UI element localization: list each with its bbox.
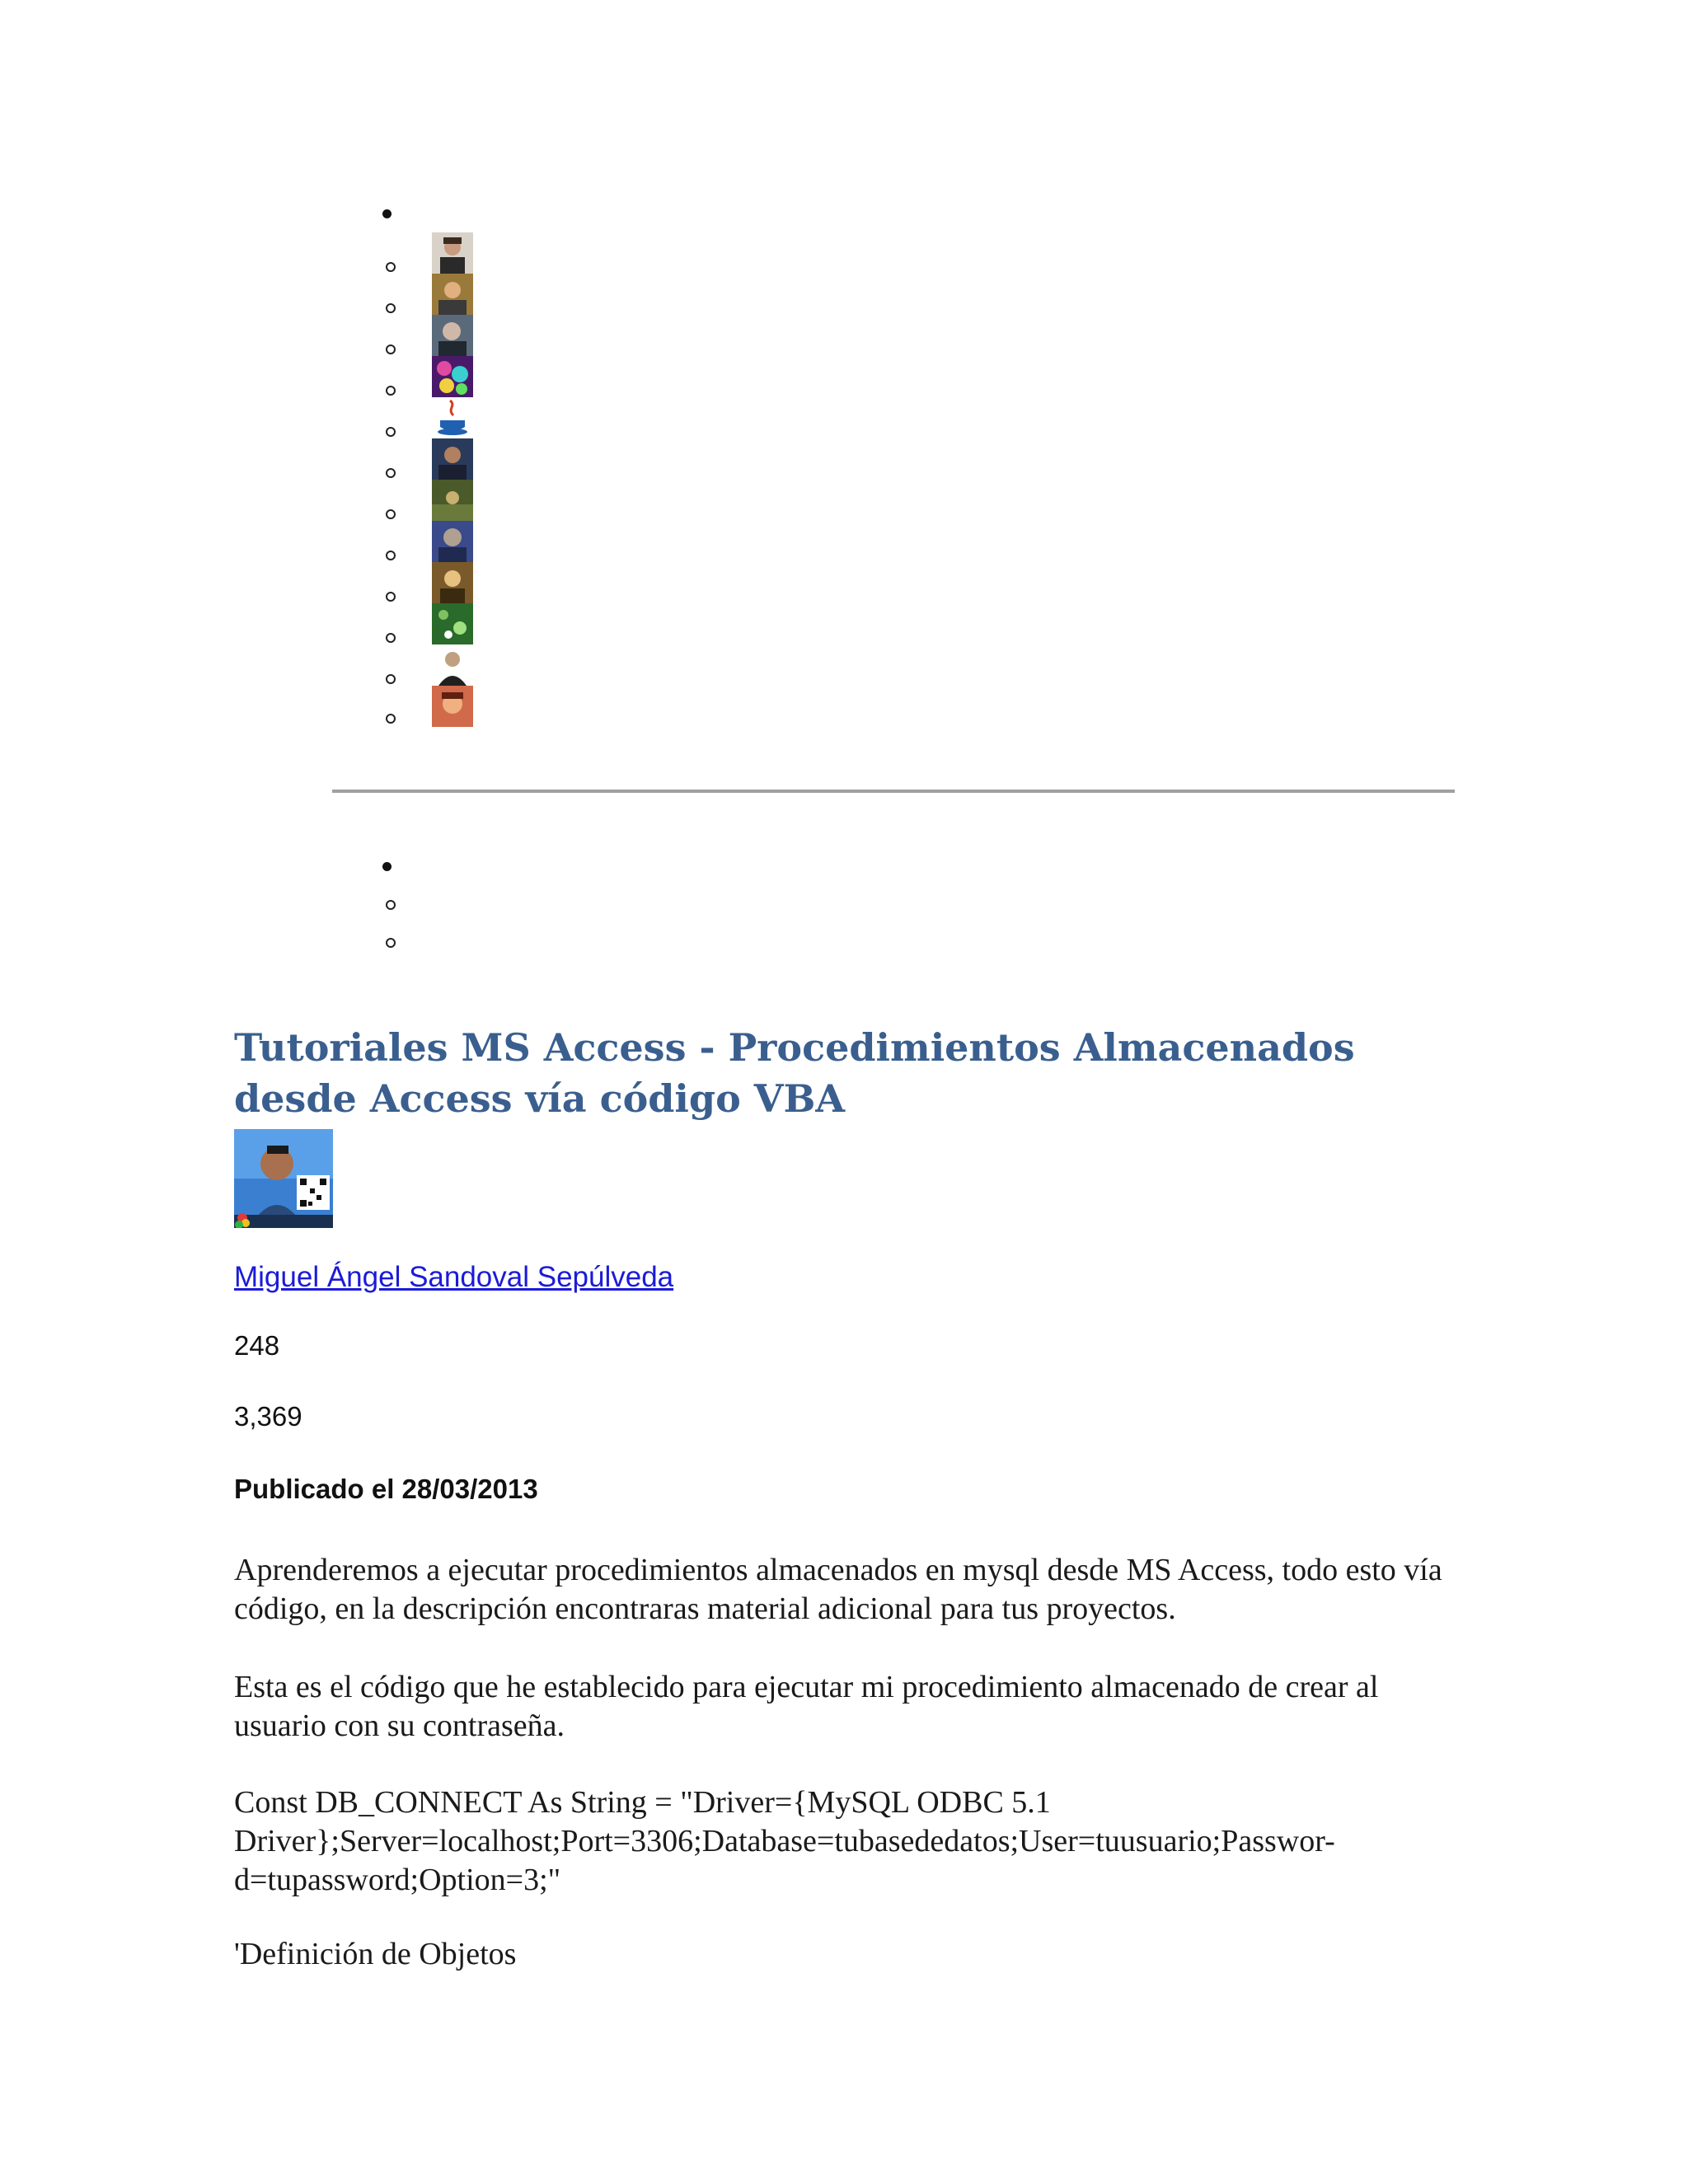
avatar[interactable] [432,274,473,315]
avatar[interactable] [432,603,473,644]
avatar[interactable] [432,562,473,603]
author-link[interactable]: Miguel Ángel Sandoval Sepúlveda [234,1261,674,1293]
list-bullet [386,551,396,560]
list-bullet [386,900,396,910]
avatar[interactable] [432,356,473,397]
code-comment: 'Definición de Objetos [234,1937,517,1971]
list-bullet [386,633,396,643]
list-bullet [386,468,396,478]
description-paragraph: Esta es el código que he establecido para ejecutar mi procedimiento almacenado de crear al usuario con su contraseña. [234,1670,1379,1743]
list-bullet [386,674,396,684]
list-bullet [386,592,396,602]
code-line: d=tupassword;Option=3;" [234,1863,561,1897]
view-count: 3,369 [234,1401,302,1432]
list-bullet [386,303,396,313]
list-bullet [386,386,396,396]
list-bullet [386,262,396,272]
avatar[interactable] [432,397,473,438]
article-title: Tutoriales MS Access - Procedimientos Almacenados desde Access vía código VBA [234,1025,1355,1121]
horizontal-divider [332,790,1455,793]
avatar[interactable] [432,686,473,727]
list-bullet [382,209,392,218]
description-paragraph: Aprenderemos a ejecutar procedimientos almacenados en mysql desde MS Access, todo esto vía código, en la descripción encontraras material adicional para tus proyectos. [234,1553,1442,1626]
subscriber-count: 248 [234,1330,280,1361]
avatar[interactable] [432,232,473,274]
list-bullet [382,862,392,871]
avatar[interactable] [432,644,473,686]
avatar[interactable] [432,315,473,356]
list-bullet [386,714,396,724]
code-line: Const DB_CONNECT As String = "Driver={MySQL ODBC 5.1 [234,1785,1051,1820]
author-photo[interactable] [234,1129,333,1228]
avatar[interactable] [432,438,473,480]
publish-date: Publicado el 28/03/2013 [234,1474,538,1504]
list-bullet [386,509,396,519]
list-bullet [386,344,396,354]
list-bullet [386,427,396,437]
code-block [234,1783,1454,1900]
list-bullet [386,938,396,948]
avatar[interactable] [432,521,473,562]
avatar[interactable] [432,480,473,521]
code-line: Driver};Server=localhost;Port=3306;Database=tubasededatos;User=tuusuario;Passwor- [234,1824,1335,1858]
